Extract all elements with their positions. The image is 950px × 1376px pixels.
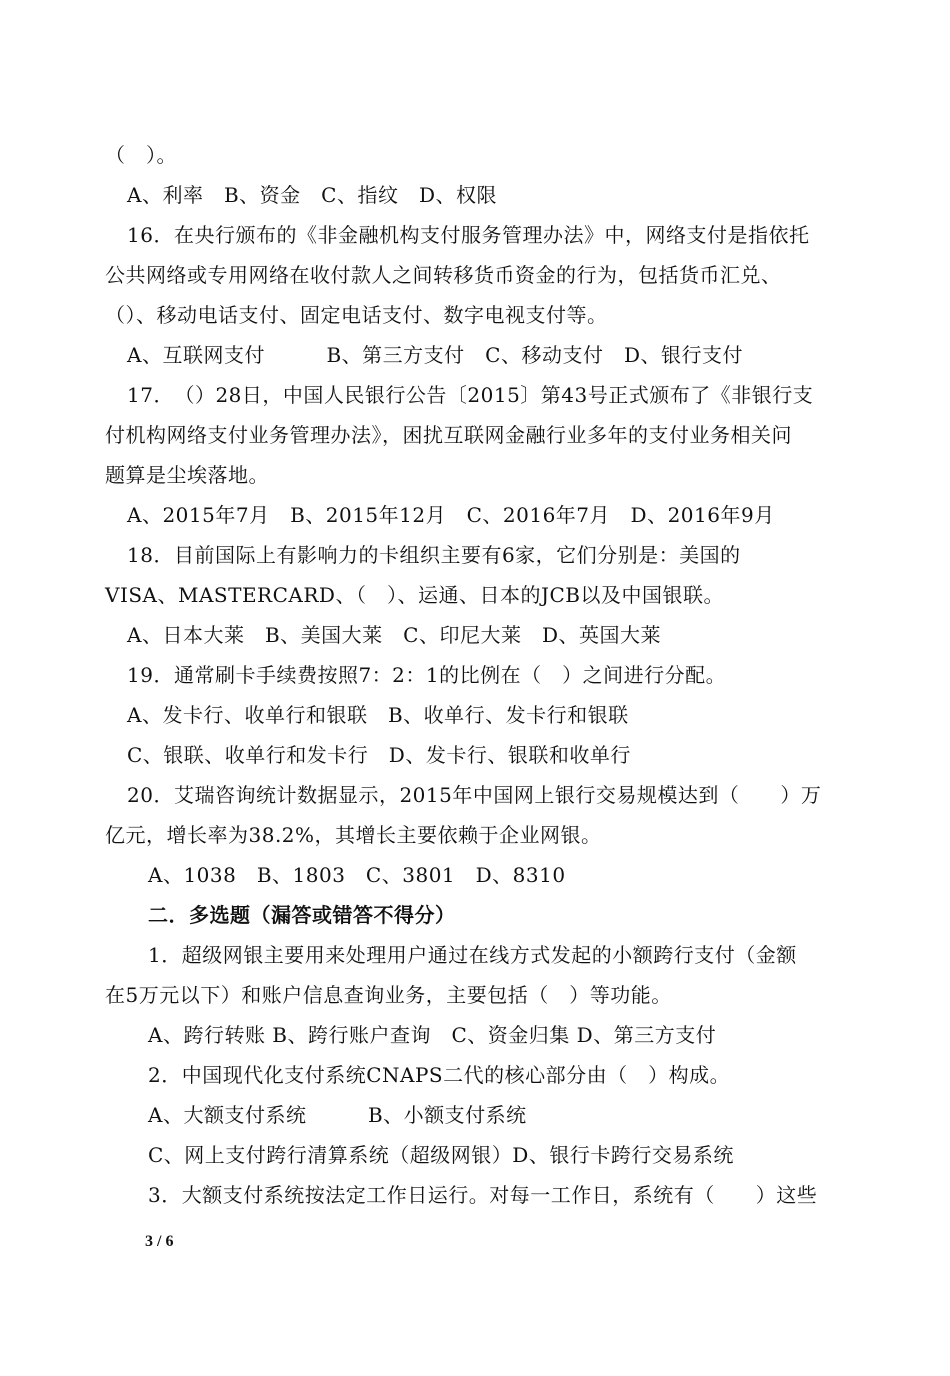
mq2-options-line-1: A、大额支付系统 B、小额支付系统	[148, 1103, 527, 1127]
q17-text-line-3: 题算是尘埃落地。	[105, 463, 269, 487]
q18-text-line-1: 18．目前国际上有影响力的卡组织主要有6家，它们分别是：美国的	[127, 543, 741, 567]
section-heading-multiple-choice: 二．多选题（漏答或错答不得分）	[148, 903, 456, 927]
q16-text-line-3: （）、移动电话支付、固定电话支付、数字电视支付等。	[105, 303, 608, 327]
q16-options: A、互联网支付 B、第三方支付 C、移动支付 D、银行支付	[127, 343, 743, 367]
q19-options-line-2: C、银联、收单行和发卡行 D、发卡行、银联和收单行	[127, 743, 631, 767]
q20-text-line-2: 亿元，增长率为38.2%，其增长主要依赖于企业网银。	[105, 823, 602, 847]
q16-text-line-2: 公共网络或专用网络在收付款人之间转移货币资金的行为，包括货币汇兑、	[105, 263, 782, 287]
q17-options: A、2015年7月 B、2015年12月 C、2016年7月 D、2016年9月	[127, 503, 775, 527]
mq1-text-line-2: 在5万元以下）和账户信息查询业务，主要包括（ ）等功能。	[105, 983, 672, 1007]
mq2-options-line-2: C、网上支付跨行清算系统（超级网银）D、银行卡跨行交易系统	[148, 1143, 734, 1167]
q19-text: 19．通常刷卡手续费按照7：2：1的比例在（ ）之间进行分配。	[127, 663, 727, 687]
q20-text-line-1: 20．艾瑞咨询统计数据显示，2015年中国网上银行交易规模达到（ ）万	[127, 783, 822, 807]
mq1-text-line-1: 1．超级网银主要用来处理用户通过在线方式发起的小额跨行支付（金额	[148, 943, 797, 967]
q19-options-line-1: A、发卡行、收单行和银联 B、收单行、发卡行和银联	[127, 703, 629, 727]
q20-options: A、1038 B、1803 C、3801 D、8310	[148, 863, 566, 887]
mq1-options: A、跨行转账 B、跨行账户查询 C、资金归集 D、第三方支付	[148, 1023, 717, 1047]
q15-options: A、利率 B、资金 C、指纹 D、权限	[127, 183, 497, 207]
mq3-text-line-1: 3．大额支付系统按法定工作日运行。对每一工作日，系统有（ ）这些	[148, 1183, 818, 1207]
page-number: 3 / 6	[145, 1233, 174, 1250]
q15-option-line-tail: （ ）。	[105, 143, 177, 167]
q17-text-line-2: 付机构网络支付业务管理办法》，困扰互联网金融行业多年的支付业务相关问	[105, 423, 792, 447]
q16-text-line-1: 16．在央行颁布的《非金融机构支付服务管理办法》中，网络支付是指依托	[127, 223, 810, 247]
mq2-text: 2．中国现代化支付系统CNAPS二代的核心部分由（ ）构成。	[148, 1063, 731, 1087]
q18-options: A、日本大莱 B、美国大莱 C、印尼大莱 D、英国大莱	[127, 623, 661, 647]
q18-text-line-2: VISA、MASTERCARD、（ ）、运通、日本的JCB以及中国银联。	[105, 583, 724, 607]
q17-text-line-1: 17． （）28日，中国人民银行公告〔2015〕第43号正式颁布了《非银行支	[127, 383, 814, 407]
